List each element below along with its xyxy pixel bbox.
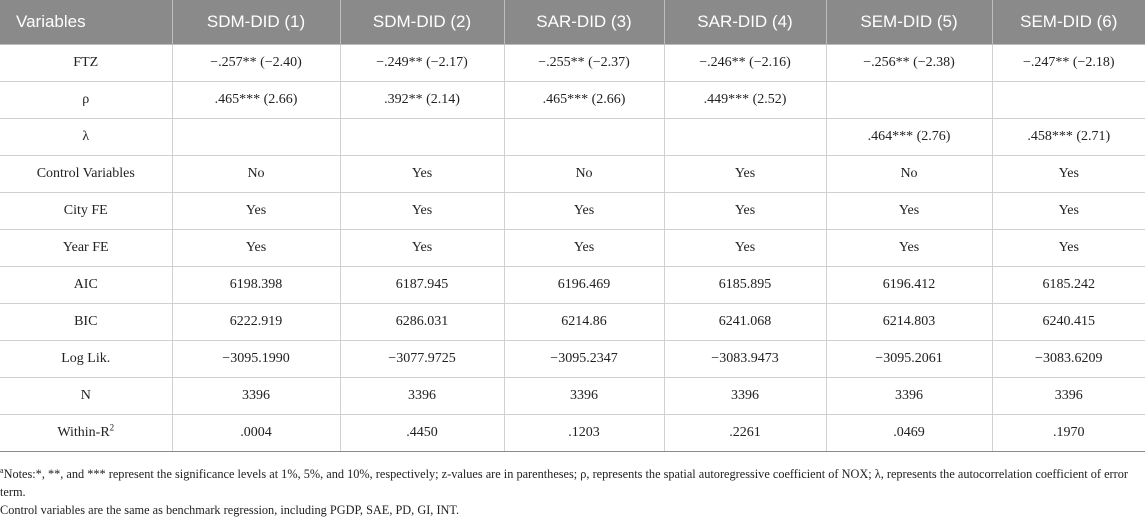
table-cell: Yes: [340, 230, 504, 267]
header-sar-did-4: SAR-DID (4): [664, 0, 826, 45]
header-sem-did-6: SEM-DID (6): [992, 0, 1145, 45]
row-label: [0, 193, 172, 230]
table-cell: 6222.919: [172, 304, 340, 341]
table-cell: .392** (2.14): [340, 82, 504, 119]
header-sar-did-3: SAR-DID (3): [504, 0, 664, 45]
table-cell: 6214.86: [504, 304, 664, 341]
table-cell: Yes: [340, 156, 504, 193]
table-cell: Yes: [504, 193, 664, 230]
notes-line-1: [0, 462, 1140, 501]
table-cell: .1203: [504, 415, 664, 452]
table-row: [0, 378, 1145, 415]
table-cell: Yes: [664, 156, 826, 193]
table-row: [0, 341, 1145, 378]
table-cell: −3083.9473: [664, 341, 826, 378]
table-cell: .1970: [992, 415, 1145, 452]
table-row: [0, 415, 1145, 452]
table-cell: No: [826, 156, 992, 193]
table-row: [0, 304, 1145, 341]
notes-line-2: Control variables are the same as benchmark regression, including PGDP, SAE, PD, GI, INT.: [0, 503, 460, 518]
table-cell: [826, 82, 992, 119]
row-label: [0, 156, 172, 193]
table-row: [0, 45, 1145, 82]
table-row: [0, 119, 1145, 156]
row-label: [0, 267, 172, 304]
table-row: [0, 267, 1145, 304]
table-cell: .0469: [826, 415, 992, 452]
table-notes: [0, 462, 1140, 519]
row-label: [0, 45, 172, 82]
table-cell: −3077.9725: [340, 341, 504, 378]
table-cell: 6286.031: [340, 304, 504, 341]
row-label-text: Within-R: [57, 425, 110, 440]
notes-marker: a: [0, 466, 4, 475]
table-cell: −.246** (−2.16): [664, 45, 826, 82]
table-cell: 3396: [664, 378, 826, 415]
table-cell: Yes: [992, 193, 1145, 230]
table-row: [0, 156, 1145, 193]
table-header-row: [0, 0, 1145, 45]
table-cell: Yes: [664, 193, 826, 230]
row-label: [0, 304, 172, 341]
header-sdm-did-1: SDM-DID (1): [172, 0, 340, 45]
row-label-text: Control Variables: [36, 166, 135, 181]
notes-text-1: Notes:*, **, and *** represent the significance levels at 1%, 5%, and 10%, respectively; z-values are in parentheses; ρ, represents the spatial autoregressive coefficient of NOX; λ, represents the autocorrelation coefficient of error term.: [0, 467, 1128, 500]
table-cell: Yes: [340, 193, 504, 230]
table-cell: Yes: [172, 230, 340, 267]
header-variables: Variables: [0, 0, 172, 45]
table-cell: 6241.068: [664, 304, 826, 341]
table-cell: 3396: [172, 378, 340, 415]
table-cell: .449*** (2.52): [664, 82, 826, 119]
row-label-text: N: [80, 388, 91, 403]
table-cell: −.256** (−2.38): [826, 45, 992, 82]
table-cell: [664, 119, 826, 156]
table-cell: Yes: [826, 193, 992, 230]
header-sdm-did-2: SDM-DID (2): [340, 0, 504, 45]
table-cell: .465*** (2.66): [504, 82, 664, 119]
table-cell: 6185.895: [664, 267, 826, 304]
table-cell: [172, 119, 340, 156]
table-cell: .4450: [340, 415, 504, 452]
row-label: [0, 378, 172, 415]
row-label-superscript: 2: [109, 422, 115, 433]
table-cell: [340, 119, 504, 156]
table-cell: 6196.412: [826, 267, 992, 304]
row-label: [0, 341, 172, 378]
table-cell: −.257** (−2.40): [172, 45, 340, 82]
row-label: [0, 119, 172, 156]
row-label-text: BIC: [74, 314, 98, 329]
table-cell: −.249** (−2.17): [340, 45, 504, 82]
row-label: [0, 230, 172, 267]
row-label: [0, 415, 172, 452]
table-cell: 3396: [826, 378, 992, 415]
table-cell: 3396: [340, 378, 504, 415]
table-cell: 6198.398: [172, 267, 340, 304]
table-cell: −3095.2061: [826, 341, 992, 378]
table-row: [0, 82, 1145, 119]
table-cell: −3095.2347: [504, 341, 664, 378]
table-cell: 6196.469: [504, 267, 664, 304]
table-cell: No: [172, 156, 340, 193]
row-label: [0, 82, 172, 119]
table-cell: 3396: [504, 378, 664, 415]
table-cell: .464*** (2.76): [826, 119, 992, 156]
table-cell: 6187.945: [340, 267, 504, 304]
table-cell: 6185.242: [992, 267, 1145, 304]
table-cell: No: [504, 156, 664, 193]
row-label-text: ρ: [82, 92, 90, 107]
table-cell: −3083.6209: [992, 341, 1145, 378]
row-label-text: Log Lik.: [61, 351, 111, 366]
table-cell: −.255** (−2.37): [504, 45, 664, 82]
table-row: [0, 193, 1145, 230]
row-label-text: λ: [82, 129, 90, 144]
table-cell: 3396: [992, 378, 1145, 415]
table-cell: Yes: [664, 230, 826, 267]
row-label-text: AIC: [73, 277, 98, 292]
table-cell: Yes: [172, 193, 340, 230]
table-cell: −3095.1990: [172, 341, 340, 378]
header-sem-did-5: SEM-DID (5): [826, 0, 992, 45]
table-cell: .2261: [664, 415, 826, 452]
table-cell: [992, 82, 1145, 119]
row-label-text: FTZ: [73, 55, 99, 70]
table-cell: 6240.415: [992, 304, 1145, 341]
table-cell: .465*** (2.66): [172, 82, 340, 119]
table-cell: [504, 119, 664, 156]
row-label-text: City FE: [63, 203, 108, 218]
table-cell: Yes: [504, 230, 664, 267]
table-cell: .458*** (2.71): [992, 119, 1145, 156]
table-cell: Yes: [992, 156, 1145, 193]
table-cell: 6214.803: [826, 304, 992, 341]
table-cell: .0004: [172, 415, 340, 452]
row-label-text: Year FE: [62, 240, 109, 255]
table-cell: Yes: [826, 230, 992, 267]
table-cell: −.247** (−2.18): [992, 45, 1145, 82]
table-cell: Yes: [992, 230, 1145, 267]
table-row: [0, 230, 1145, 267]
